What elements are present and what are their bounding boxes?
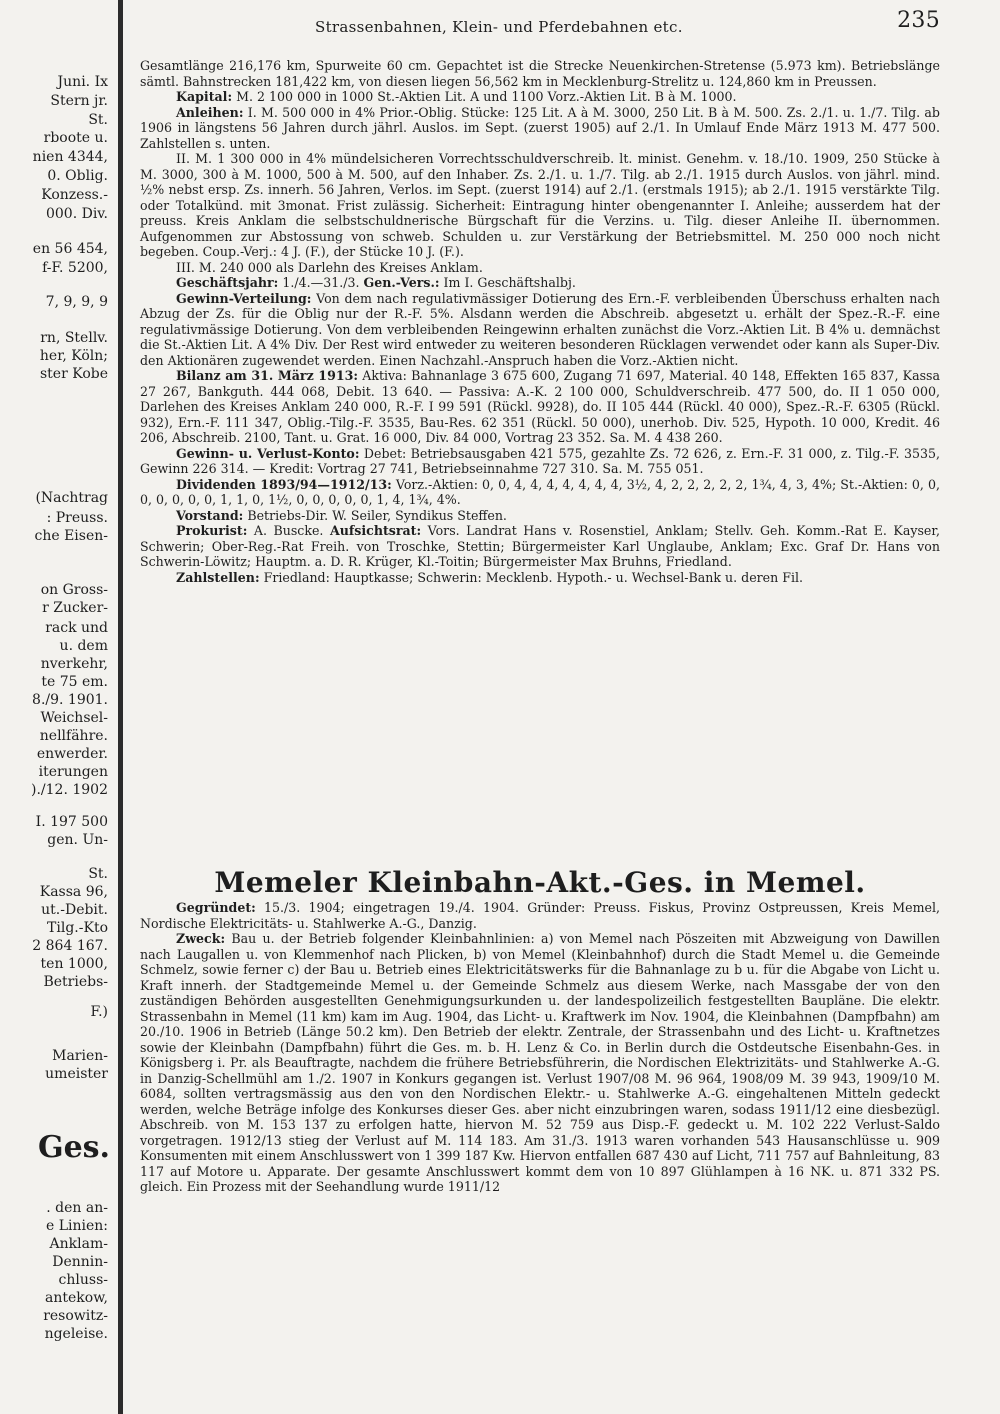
adjacent-page-line: umeister — [45, 1066, 108, 1082]
adjacent-page-line: 8./9. 1901. — [32, 692, 108, 708]
label-gewinn-verteilung: Gewinn-Verteilung: — [176, 290, 312, 306]
adjacent-page-line: Juni. Ix — [57, 74, 108, 90]
section-memeler-kleinbahn — [140, 900, 940, 1195]
label-prokurist: Prokurist: — [176, 523, 248, 538]
adjacent-page-line: Ges. — [37, 1130, 110, 1165]
page-gutter-rule — [118, 0, 123, 1414]
adjacent-page-line: 7, 9, 9, 9 — [45, 294, 108, 310]
adjacent-page-line: St. — [88, 112, 108, 128]
paragraph-anleihe-2: II. M. 1 300 000 in 4% mündelsicheren Vorrechtsschuldverschreib. lt. minist. Genehm. v. 18./10. 1909, 250 Stücke à M. 3000, 300 à M. 1000, 500 à M. 500, auf den Inhaber. Zs. 2./1. u. 1./7. Tilg. ab 2./1. 1915 durch Auslos. von jährl. mind. ½% nebst ersp. Zs. innerh. 56 Jahren, Verlos. im Sept. (zuerst 1914) auf 2./1. (erstmals 1915); ab 2./1. 1915 verstärkte Tilg. oder Totalkünd. mit 3monat. Frist zulässig. Sicherheit: Eintragung hinter obengenannter I. Anleihe; ausserdem hat der preuss. Kreis Anklam die selbstschuldnerische Bürgschaft für die Verzins. u. Tilg. dieser Anleihe II. übernommen. Aufgenommen zur Abstossung von schweb. Schulden u. zur Verstärkung der Betriebsmittel. M. 250 000 noch nicht begeben. Coup.-Verj.: 4 J. (F.), der Stücke 10 J. (F.). — [140, 151, 940, 259]
adjacent-page-line: chluss- — [58, 1272, 108, 1288]
page-header — [140, 8, 940, 38]
adjacent-page-line: che Eisen- — [34, 528, 108, 544]
adjacent-page-line: : Preuss. — [46, 510, 108, 526]
adjacent-page-line: )./12. 1902 — [31, 782, 108, 798]
paragraph-gegruendet: Gegründet: 15./3. 1904; eingetragen 19./4. 1904. Gründer: Preuss. Fiskus, Provinz Ostpreussen, Kreis Memel, Nordische Elektricitäts- u. Stahlwerke A.-G., Danzig. — [140, 900, 940, 931]
paragraph-gewinn-verteilung: Gewinn-Verteilung: Von dem nach regulativmässiger Dotierung des Ern.-F. verbleibenden Überschuss erhalten nach Abzug der Zs. für die Oblig nur der R.-F. 5%. Alsdann werden die Abschreib. abgesetzt u. erhält der Spez.-R.-F. eine regulativmässige Dotierung. Von dem verbleibenden Reingewinn erhalten zunächst die Vorz.-Aktien Lit. B 4% u. demnächst die St.-Aktien Lit. A 4% Div. Der Rest wird entweder zu weiteren besonderen Rücklagen verwendet oder kann als Super-Div. den Aktionären zugewendet werden. Einen Nachzahl.-Anspruch haben die Vorz.-Aktien nicht. — [140, 290, 940, 368]
adjacent-page-fragment — [0, 0, 112, 1414]
adjacent-page-line: rn, Stellv. — [40, 330, 108, 346]
adjacent-page-line: enwerder. — [36, 746, 108, 762]
adjacent-page-line: nellfähre. — [39, 728, 108, 744]
adjacent-page-line: ster Kobe — [40, 366, 108, 382]
paragraph-bilanz: Bilanz am 31. März 1913: Aktiva: Bahnanlage 3 675 600, Zugang 71 697, Material. 40 148, Effekten 165 837, Kassa 27 267, Bankguth. 444 068, Debit. 13 640. — Passiva: A.-K. 2 100 000, Schuldverschreib. 477 500, do. II 1 050 000, Darlehen des Kreises Anklam 240 000, R.-F. I 99 591 (Rückl. 9928), do. II 105 444 (Rückl. 40 000), Spez.-R.-F. 6305 (Rückl. 932), Ern.-F. 111 347, Oblig.-Tilg.-F. 3535, Bau-Res. 62 351 (Rückl. 50 000), unerhob. Div. 525, Hypoth. 10 000, Kredit. 46 206, Abschreib. 2100, Tant. u. Grat. 16 000, Div. 84 000, Vortrag 23 352. Sa. M. 4 438 260. — [140, 368, 941, 445]
adjacent-page-line: her, Köln; — [39, 348, 108, 364]
adjacent-page-line: r Zucker- — [42, 600, 108, 616]
paragraph-dividenden: Dividenden 1893/94—1912/13: Vorz.-Aktien: 0, 0, 4, 4, 4, 4, 4, 4, 4, 3½, 4, 2, 2, 2, 2, 2, 1¾, 4, 3, 4%; St.-Aktien: 0, 0, 0, 0, 0, 0, 0, 1, 1, 0, 1½, 0, 0, 0, 0, 0, 1, 4, 1¾, 4%. — [140, 476, 940, 507]
label-gewinn-verlust: Gewinn- u. Verlust-Konto: — [176, 445, 360, 461]
adjacent-page-line: gen. Un- — [47, 832, 108, 848]
adjacent-page-line: F.) — [90, 1004, 108, 1020]
adjacent-page-line: ut.-Debit. — [41, 902, 108, 918]
adjacent-page-line: Kassa 96, — [39, 884, 108, 900]
label-aufsichtsrat: Aufsichtsrat: — [329, 523, 422, 538]
adjacent-page-line: Anklam- — [49, 1236, 108, 1252]
paragraph-anleihe-3: III. M. 240 000 als Darlehn des Kreises Anklam. — [176, 259, 483, 275]
adjacent-page-line: . den an- — [46, 1200, 108, 1216]
adjacent-page-line: antekow, — [45, 1290, 108, 1306]
label-kapital: Kapital: — [176, 89, 233, 104]
running-title: Strassenbahnen, Klein- und Pferdebahnen etc. — [315, 18, 683, 36]
adjacent-page-line: rboote u. — [43, 130, 108, 146]
adjacent-page-line: St. — [88, 866, 108, 882]
section-anklam-railway — [140, 58, 940, 585]
adjacent-page-line: 0. Oblig. — [47, 168, 108, 184]
label-dividenden: Dividenden 1893/94—1912/13: — [176, 476, 392, 492]
paragraph-zahlstellen: Zahlstellen: Friedland: Hauptkasse; Schwerin: Mecklenb. Hypoth.- u. Wechsel-Bank u. deren Fil. — [176, 569, 804, 585]
paragraph-gewinn-verlust: Gewinn- u. Verlust-Konto: Debet: Betriebsausgaben 421 575, gezahlte Zs. 72 626, z. Ern.-F. 31 000, z. Tilg.-F. 3535, Gewinn 226 314. — Kredit: Vortrag 27 741, Betriebseinnahme 727 310. Sa. M. 755 051. — [140, 445, 940, 476]
label-gegruendet: Gegründet: — [176, 900, 256, 915]
adjacent-page-line: f-F. 5200, — [42, 260, 108, 276]
adjacent-page-line: te 75 em. — [41, 674, 108, 690]
adjacent-page-line: rack und — [45, 620, 108, 636]
adjacent-page-line: Konzess.- — [41, 187, 108, 203]
adjacent-page-line: u. dem — [59, 638, 108, 654]
label-bilanz: Bilanz am 31. März 1913: — [176, 368, 359, 383]
paragraph-gesamtlaenge: Gesamtlänge 216,176 km, Spurweite 60 cm. Gepachtet ist die Strecke Neuenkirchen-Stretense (5.973 km). Betriebslänge sämtl. Bahnstrecken 181,422 km, von diesen liegen 56,562 km in Mecklenburg-Strelitz u. 124,860 km in Preussen. — [140, 58, 940, 89]
paragraph-kapital: Kapital: M. 2 100 000 in 1000 St.-Aktien Lit. A und 1100 Vorz.-Aktien Lit. B à M. 1000. — [176, 89, 737, 104]
adjacent-page-line: Betriebs- — [43, 974, 108, 990]
adjacent-page-line: iterungen — [38, 764, 108, 780]
adjacent-page-line: ten 1000, — [40, 956, 108, 972]
adjacent-page-line: e Linien: — [45, 1218, 108, 1234]
adjacent-page-line: Marien- — [52, 1048, 108, 1064]
label-geschaeftsjahr: Geschäftsjahr: — [176, 275, 279, 290]
adjacent-page-line: Dennin- — [52, 1254, 108, 1270]
adjacent-page-line: resowitz- — [43, 1308, 108, 1324]
paragraph-vorstand: Vorstand: Betriebs-Dir. W. Seiler, Syndikus Steffen. — [176, 507, 507, 523]
page-number: 235 — [897, 8, 940, 33]
adjacent-page-line: 000. Div. — [45, 206, 108, 222]
adjacent-page-line: nverkehr, — [40, 656, 108, 672]
paragraph-prokurist: Prokurist: A. Buscke. Aufsichtsrat: Vors. Landrat Hans v. Rosenstiel, Anklam; Stellv. Geh. Komm.-Rat E. Kayser, Schwerin; Ober-Reg.-Rat Freih. von Troschke, Stettin; Bürgermeister Karl Unglaube, Anklam; Exc. Graf Dr. Hans von Schwerin-Löwitz; Hauptm. a. D. R. Krüger, Kl.-Toitin; Bürgermeister Max Bruhns, Friedland. — [140, 523, 940, 569]
adjacent-page-line: ngeleise. — [44, 1326, 108, 1342]
adjacent-page-line: nien 4344, — [32, 149, 108, 165]
paragraph-anleihen: Anleihen: I. M. 500 000 in 4% Prior.-Oblig. Stücke: 125 Lit. A à M. 3000, 250 Lit. B à M. 500. Zs. 2./1. u. 1./7. Tilg. ab 1906 in längstens 56 Jahren durch jährl. Auslos. im Sept. (zuerst 1905) auf 2./1. In Umlauf Ende März 1913 M. 477 500. Zahlstellen s. unten. — [140, 104, 940, 151]
adjacent-page-line: (Nachtrag — [35, 490, 108, 506]
adjacent-page-line: Stern jr. — [50, 93, 108, 109]
adjacent-page-line: Tilg.-Kto — [47, 920, 108, 936]
label-vorstand: Vorstand: — [176, 507, 244, 523]
adjacent-page-line: en 56 454, — [32, 241, 108, 257]
label-gen-vers: Gen.-Vers.: — [363, 275, 440, 290]
paragraph-geschaeftsjahr: Geschäftsjahr: 1./4.—31./3. Gen.-Vers.: Im I. Geschäftshalbj. — [176, 275, 576, 290]
label-zahlstellen: Zahlstellen: — [176, 569, 260, 585]
label-zweck: Zweck: — [176, 931, 226, 946]
label-anleihen: Anleihen: — [176, 104, 244, 120]
adjacent-page-line: Weichsel- — [40, 710, 108, 726]
company-heading: Memeler Kleinbahn-Akt.-Ges. in Memel. — [214, 866, 866, 899]
adjacent-page-line: on Gross- — [40, 582, 108, 598]
adjacent-page-line: I. 197 500 — [35, 814, 108, 830]
adjacent-page-line: 2 864 167. — [32, 938, 108, 954]
paragraph-zweck: Zweck: Bau u. der Betrieb folgender Kleinbahnlinien: a) von Memel nach Pöszeiten mit Abzweigung von Dawillen nach Laugallen u. von Klemmenhof nach Plicken, b) von Memel (Kleinbahnhof) durch die Stadt Memel u. die Gemeinde Schmelz, sowie ferner c) der Bau u. Betrieb eines Elektricitätswerks für die Bahnanlage zu b u. für die Abgabe von Licht u. Kraft innerh. der Stadtgemeinde Memel u. der Gemeinde Schmelz aus diesem Werke, nach Massgabe der von den zuständigen Behörden ausgestellten Genehmigungsurkunden u. der landespolizeilich festgestellten Baupläne. Die elektr. Strassenbahn in Memel (11 km) kam im Aug. 1904, das Licht- u. Kraftwerk im Nov. 1904, die Kleinbahnen (Dampfbahn) am 20./10. 1906 in Betrieb (Länge 50.2 km). Den Betrieb der elektr. Zentrale, der Strassenbahn und des Licht- u. Kraftnetzes sowie der Kleinbahn (Dampfbahn) führt die Ges. m. b. H. Lenz & Co. in Berlin durch die Ostdeutsche Eisenbahn-Ges. in Königsberg i. Pr. als Beauftragte, nachdem die frühere Betriebsführerin, die Nordischen Elektrizitäts- und Stahlwerke A.-G. in Danzig-Schellmühl am 1./2. 1907 in Konkurs gegangen ist. Verlust 1907/08 M. 96 964, 1908/09 M. 39 943, 1909/10 M. 6084, sollten vertragsmässig aus den von den Nordischen Elektr.- u. Stahlwerke A.-G. eingehaltenen Mitteln gedeckt werden, welche Beträge infolge des Konkurses dieser Ges. aber nicht einzubringen waren, sodass 1911/12 eine diesbezügl. Abschreib. von M. 153 137 zu erfolgen hatte, hiervon M. 52 759 aus Disp.-F. gedeckt u. M. 102 222 Verlust-Saldo vorgetragen. 1912/13 stieg der Verlust auf M. 114 183. Am 31./3. 1913 waren vorhanden 543 Hausanschlüsse u. 909 Konsumenten mit einem Anschlusswert von 1 399 187 Kw. Hiervon entfallen 687 430 auf Licht, 711 757 auf Bahnleitung, 83 117 auf Motore u. Apparate. Der gesamte Anschlusswert kommt dem von 10 897 Glühlampen à 16 NK. u. 871 332 PS. gleich. Ein Prozess mit der Seehandlung wurde 1911/12 — [140, 931, 940, 1194]
